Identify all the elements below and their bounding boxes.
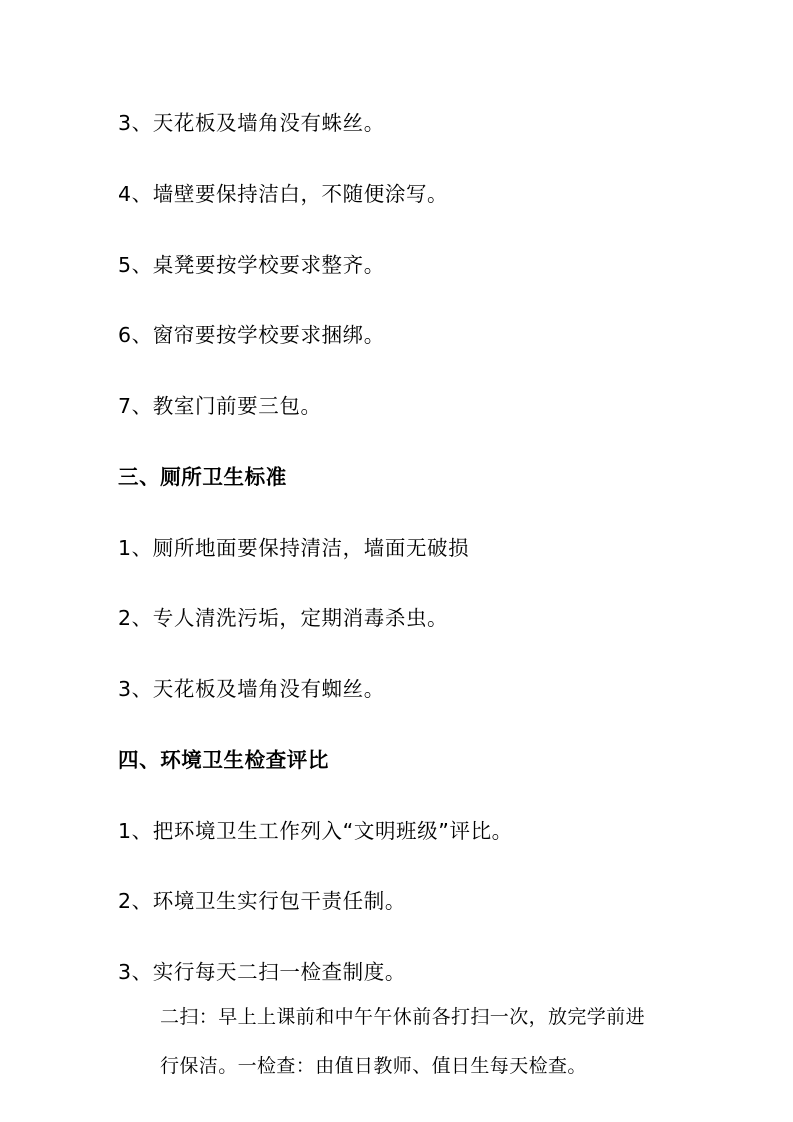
section-heading-inspection-evaluation: 四、环境卫生检查评比 [118, 747, 329, 772]
document-body [118, 108, 683, 1082]
list-item-toilet-3: 3、天花板及墙角没有蜘丝。 [118, 677, 385, 701]
list-item-classroom-4: 4、墙壁要保持洁白，不随便涂写。 [118, 181, 449, 206]
list-item-classroom-3: 3、天花板及墙角没有蛛丝。 [118, 111, 385, 135]
list-item-inspection-2: 2、环境卫生实行包干责任制。 [118, 889, 406, 914]
list-item-classroom-6: 6、窗帘要按学校要求捆绑。 [118, 323, 385, 348]
list-item-toilet-1: 1、厕所地面要保持清洁，墙面无破损 [118, 535, 470, 560]
list-item-classroom-5: 5、桌凳要按学校要求整齐。 [118, 252, 385, 277]
list-item-classroom-7: 7、教室门前要三包。 [118, 394, 322, 418]
section-heading-toilet-standards: 三、厕所卫生标准 [118, 464, 287, 489]
sub-note-line-2: 行保洁。一检查：由值日教师、值日生每天检查。 [160, 1055, 587, 1078]
list-item-toilet-2: 2、专人清洗污垢，定期消毒杀虫。 [118, 606, 449, 631]
list-item-inspection-3: 3、实行每天二扫一检查制度。 [118, 960, 406, 984]
list-item-inspection-1: 1、把环境卫生工作列入“文明班级”评比。 [118, 818, 513, 843]
sub-note-line-1: 二扫：早上上课前和中午午休前各打扫一次，放完学前进 [160, 1005, 646, 1028]
